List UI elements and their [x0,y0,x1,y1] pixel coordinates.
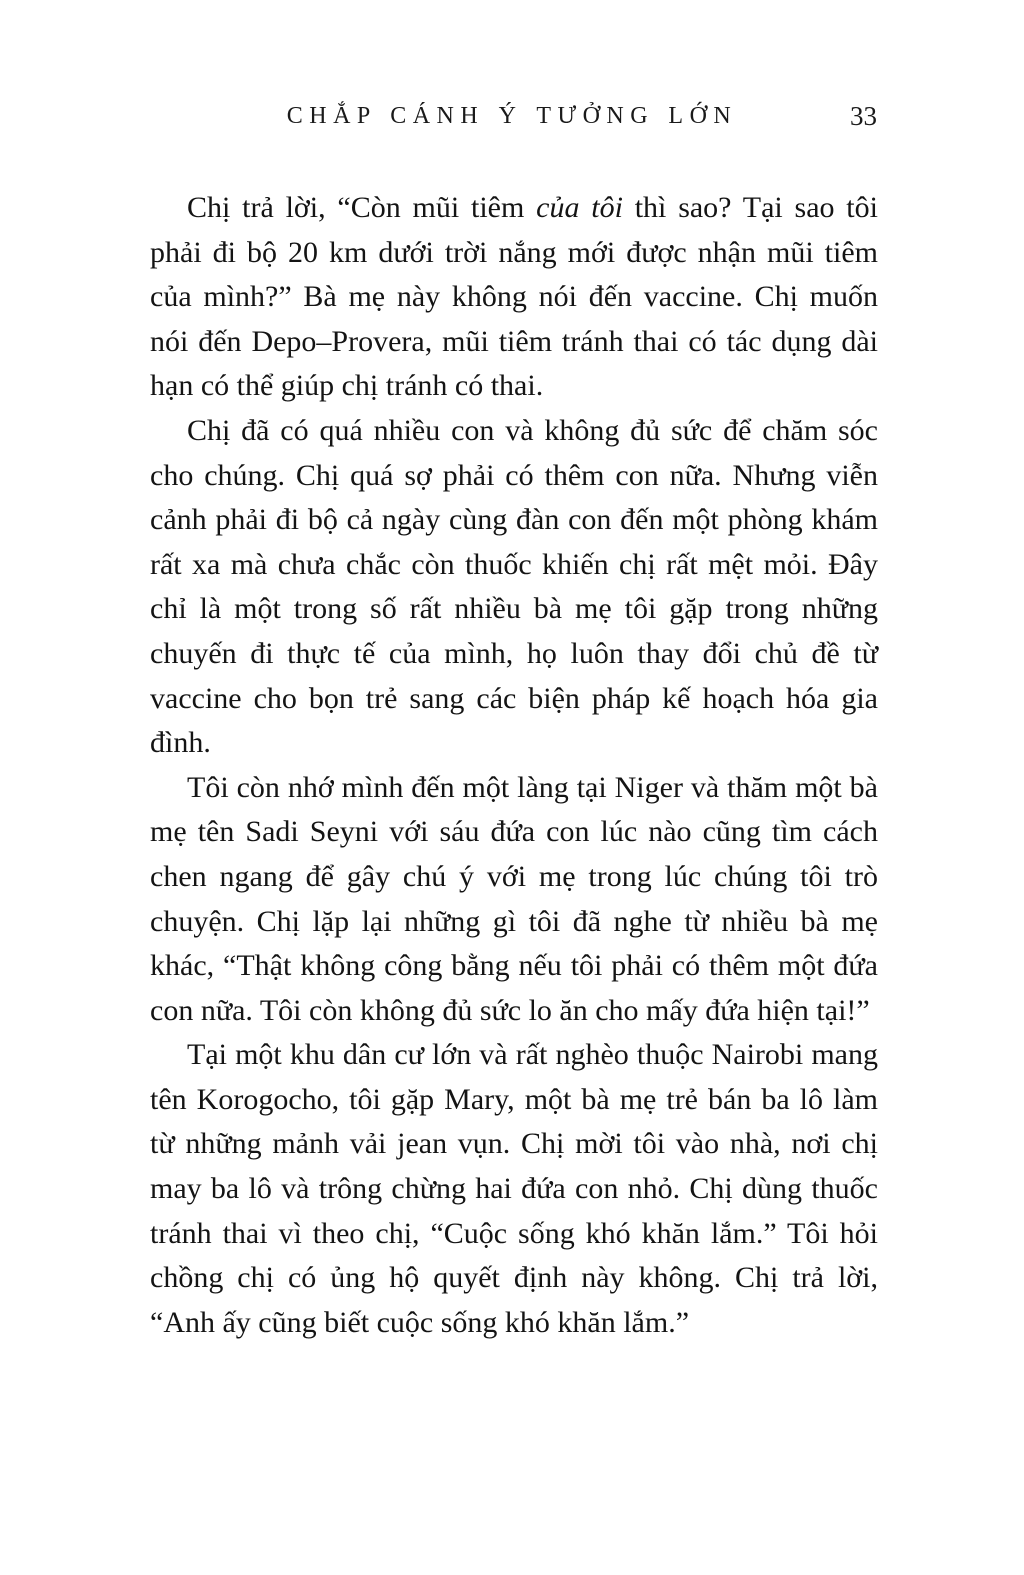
paragraph-2: Chị đã có quá nhiều con và không đủ sức để chăm sóc cho chúng. Chị quá sợ phải có thêm con nữa. Nhưng viễn cảnh phải đi bộ cả ngày cùng đàn con đến một phòng khám rất xa mà chưa chắc còn thuốc khiến chị rất mệt mỏi. Đây chỉ là một trong số rất nhiều bà mẹ tôi gặp trong những chuyến đi thực tế của mình, họ luôn thay đổi chủ đề từ vaccine cho bọn trẻ sang các biện pháp kế hoạch hóa gia đình. [150,413,878,760]
paragraph-1 [150,186,878,409]
paragraph-1-italic-phrase: của tôi [536,191,623,224]
body-text [150,186,878,1345]
page-header [0,103,1024,139]
paragraph-1-text-post: thì sao? Tại sao tôi phải đi bộ 20 km dưới trời nắng mới được nhận mũi tiêm của mình?” Bà mẹ này không nói đến vaccine. Chị muốn nói đến Depo–Provera, mũi tiêm tránh thai có tác dụng dài hạn có thể giúp chị tránh có thai. [150,191,878,403]
paragraph-3: Tôi còn nhớ mình đến một làng tại Niger và thăm một bà mẹ tên Sadi Seyni với sáu đứa con lúc nào cũng tìm cách chen ngang để gây chú ý với mẹ trong lúc chúng tôi trò chuyện. Chị lặp lại những gì tôi đã nghe từ nhiều bà mẹ khác, “Thật không công bằng nếu tôi phải có thêm một đứa con nữa. Tôi còn không đủ sức lo ăn cho mấy đứa hiện tại!” [150,770,878,1027]
paragraph-4: Tại một khu dân cư lớn và rất nghèo thuộc Nairobi mang tên Korogocho, tôi gặp Mary, một bà mẹ trẻ bán ba lô làm từ những mảnh vải jean vụn. Chị mời tôi vào nhà, nơi chị may ba lô và trông chừng hai đứa con nhỏ. Chị dùng thuốc tránh thai vì theo chị, “Cuộc sống khó khăn lắm.” Tôi hỏi chồng chị có ủng hộ quyết định này không. Chị trả lời, “Anh ấy cũng biết cuộc sống khó khăn lắm.” [150,1038,878,1339]
paragraph-1-text-pre: Chị trả lời, “Còn mũi tiêm [187,191,537,224]
page-number: 33 [850,101,877,131]
running-head-title: CHẮP CÁNH Ý TƯỞNG LỚN [286,103,738,129]
